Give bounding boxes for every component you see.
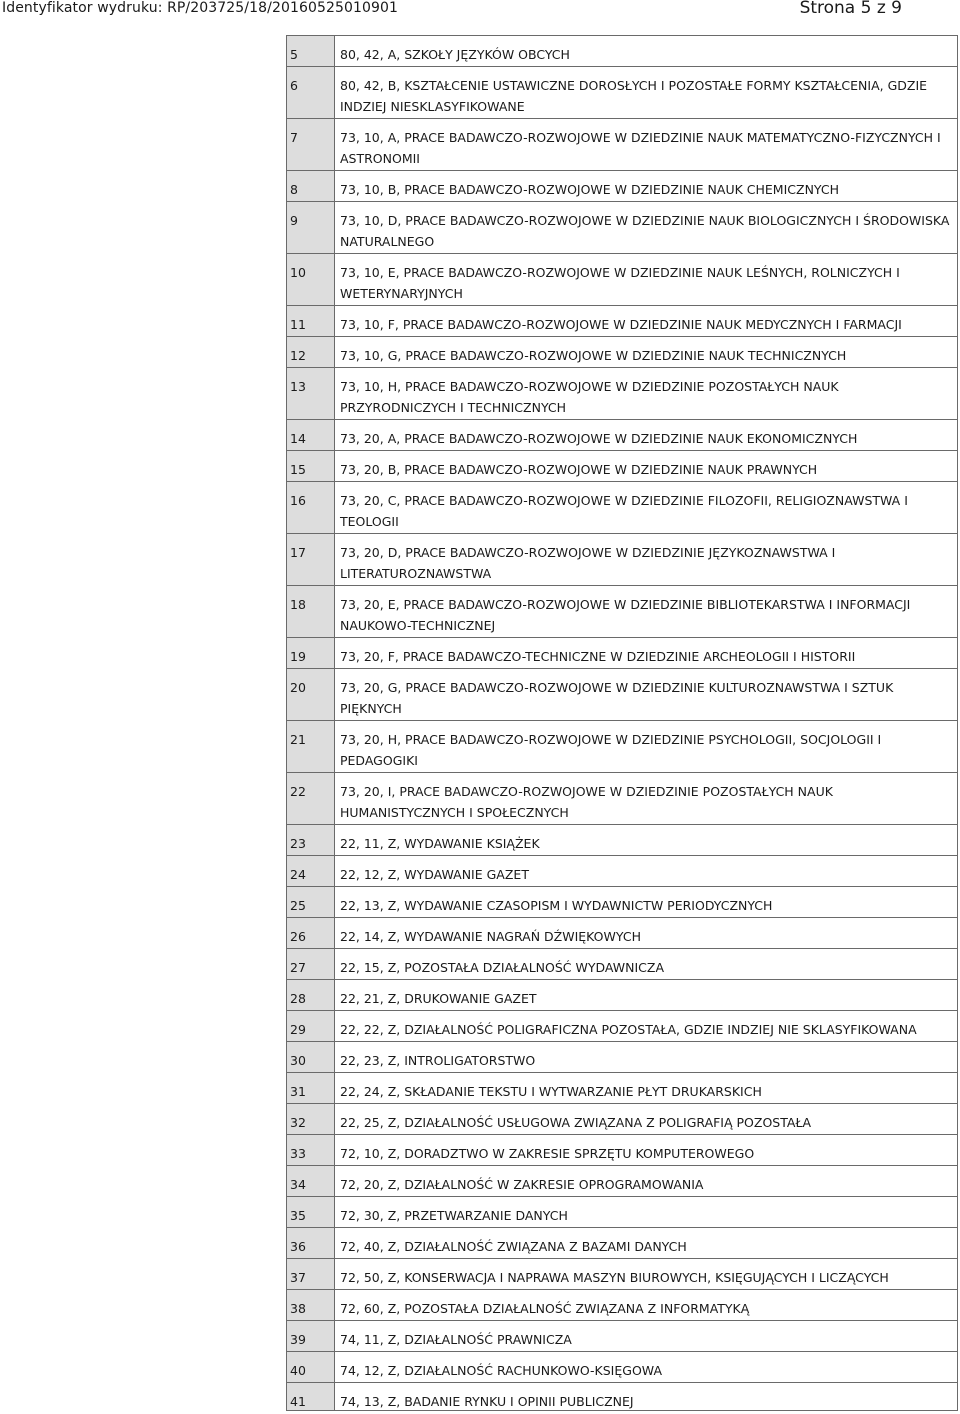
row-number: 11 — [290, 317, 306, 332]
row-text: 73, 20, I, PRACE BADAWCZO-ROZWOJOWE W DZIEDZINIE POZOSTAŁYCH NAUK HUMANISTYCZNYCH I SPOŁECZNYCH — [340, 784, 833, 820]
row-text: 73, 20, B, PRACE BADAWCZO-ROZWOJOWE W DZIEDZINIE NAUK PRAWNYCH — [340, 462, 818, 477]
row-number: 40 — [290, 1363, 306, 1378]
table-row — [287, 202, 957, 254]
table-row — [287, 1321, 957, 1352]
row-number: 16 — [290, 493, 306, 508]
row-text: 73, 20, F, PRACE BADAWCZO-TECHNICZNE W DZIEDZINIE ARCHEOLOGII I HISTORII — [340, 649, 856, 664]
row-number: 22 — [290, 784, 306, 799]
row-number: 36 — [290, 1239, 306, 1254]
table-row — [287, 721, 957, 773]
table-row — [287, 119, 957, 171]
row-number: 15 — [290, 462, 306, 477]
row-number: 38 — [290, 1301, 306, 1316]
row-number: 25 — [290, 898, 306, 913]
table-row — [287, 368, 957, 420]
table-row — [287, 1228, 957, 1259]
row-text: 72, 40, Z, DZIAŁALNOŚĆ ZWIĄZANA Z BAZAMI DANYCH — [340, 1239, 687, 1254]
table-row — [287, 482, 957, 534]
table-row — [287, 825, 957, 856]
row-text: 73, 10, D, PRACE BADAWCZO-ROZWOJOWE W DZIEDZINIE NAUK BIOLOGICZNYCH I ŚRODOWISKA NATURALNEGO — [340, 213, 950, 249]
row-text: 73, 20, C, PRACE BADAWCZO-ROZWOJOWE W DZIEDZINIE FILOZOFII, RELIGIOZNAWSTWA I TEOLOGII — [340, 493, 908, 529]
row-number: 33 — [290, 1146, 306, 1161]
row-number: 7 — [290, 130, 298, 145]
row-number: 41 — [290, 1394, 306, 1409]
table-row — [287, 949, 957, 980]
row-text: 22, 22, Z, DZIAŁALNOŚĆ POLIGRAFICZNA POZOSTAŁA, GDZIE INDZIEJ NIE SKLASYFIKOWANA — [340, 1022, 917, 1037]
row-number: 34 — [290, 1177, 306, 1192]
row-number: 8 — [290, 182, 298, 197]
row-number: 31 — [290, 1084, 306, 1099]
table-row — [287, 1259, 957, 1290]
row-text: 22, 23, Z, INTROLIGATORSTWO — [340, 1053, 536, 1068]
row-number: 32 — [290, 1115, 306, 1130]
row-text: 22, 24, Z, SKŁADANIE TEKSTU I WYTWARZANIE PŁYT DRUKARSKICH — [340, 1084, 762, 1099]
row-number: 17 — [290, 545, 306, 560]
row-text: 73, 20, G, PRACE BADAWCZO-ROZWOJOWE W DZIEDZINIE KULTUROZNAWSTWA I SZTUK PIĘKNYCH — [340, 680, 894, 716]
row-text: 73, 10, H, PRACE BADAWCZO-ROZWOJOWE W DZIEDZINIE POZOSTAŁYCH NAUK PRZYRODNICZYCH I TECHNICZNYCH — [340, 379, 839, 415]
table-row — [287, 451, 957, 482]
table-row — [287, 1352, 957, 1383]
row-number: 13 — [290, 379, 306, 394]
row-text: 73, 10, E, PRACE BADAWCZO-ROZWOJOWE W DZIEDZINIE NAUK LEŚNYCH, ROLNICZYCH I WETERYNARYJNYCH — [340, 265, 900, 301]
row-number: 27 — [290, 960, 306, 975]
row-text: 22, 11, Z, WYDAWANIE KSIĄŻEK — [340, 836, 540, 851]
row-text: 22, 21, Z, DRUKOWANIE GAZET — [340, 991, 537, 1006]
table-row — [287, 887, 957, 918]
row-text: 73, 20, H, PRACE BADAWCZO-ROZWOJOWE W DZIEDZINIE PSYCHOLOGII, SOCJOLOGII I PEDAGOGIKI — [340, 732, 882, 768]
page-number: Strona 5 z 9 — [799, 0, 902, 18]
row-text: 73, 10, F, PRACE BADAWCZO-ROZWOJOWE W DZIEDZINIE NAUK MEDYCZNYCH I FARMACJI — [340, 317, 902, 332]
row-number: 24 — [290, 867, 306, 882]
row-number: 37 — [290, 1270, 306, 1285]
table-row — [287, 1197, 957, 1228]
table-row — [287, 254, 957, 306]
row-text: 72, 30, Z, PRZETWARZANIE DANYCH — [340, 1208, 568, 1223]
row-number: 10 — [290, 265, 306, 280]
page-header — [0, 0, 960, 20]
table-row — [287, 918, 957, 949]
row-number: 12 — [290, 348, 306, 363]
row-number: 35 — [290, 1208, 306, 1223]
row-number: 30 — [290, 1053, 306, 1068]
row-text: 73, 20, E, PRACE BADAWCZO-ROZWOJOWE W DZIEDZINIE BIBLIOTEKARSTWA I INFORMACJI NAUKOWO-TECHNICZNEJ — [340, 597, 911, 633]
row-number: 23 — [290, 836, 306, 851]
row-text: 72, 20, Z, DZIAŁALNOŚĆ W ZAKRESIE OPROGRAMOWANIA — [340, 1177, 704, 1192]
table-row — [287, 980, 957, 1011]
row-number: 26 — [290, 929, 306, 944]
row-number: 29 — [290, 1022, 306, 1037]
row-text: 80, 42, B, KSZTAŁCENIE USTAWICZNE DOROSŁYCH I POZOSTAŁE FORMY KSZTAŁCENIA, GDZIE INDZIEJ NIESKLASYFIKOWANE — [340, 78, 928, 114]
table-row — [287, 1104, 957, 1135]
table-row — [287, 856, 957, 887]
row-number: 5 — [290, 47, 298, 62]
row-text: 22, 15, Z, POZOSTAŁA DZIAŁALNOŚĆ WYDAWNICZA — [340, 960, 664, 975]
table-row — [287, 306, 957, 337]
table-row — [287, 420, 957, 451]
row-number: 39 — [290, 1332, 306, 1347]
row-text: 22, 25, Z, DZIAŁALNOŚĆ USŁUGOWA ZWIĄZANA Z POLIGRAFIĄ POZOSTAŁA — [340, 1115, 812, 1130]
row-number: 9 — [290, 213, 298, 228]
row-text: 74, 12, Z, DZIAŁALNOŚĆ RACHUNKOWO-KSIĘGOWA — [340, 1363, 663, 1378]
table-row — [287, 1383, 957, 1410]
table-row — [287, 1166, 957, 1197]
table-row — [287, 1073, 957, 1104]
table-row — [287, 586, 957, 638]
row-text: 72, 60, Z, POZOSTAŁA DZIAŁALNOŚĆ ZWIĄZANA Z INFORMATYKĄ — [340, 1301, 750, 1316]
table-row — [287, 669, 957, 721]
row-number: 21 — [290, 732, 306, 747]
pkd-table — [286, 35, 958, 1411]
table-row — [287, 36, 957, 67]
row-number: 18 — [290, 597, 306, 612]
row-text: 73, 10, A, PRACE BADAWCZO-ROZWOJOWE W DZIEDZINIE NAUK MATEMATYCZNO-FIZYCZNYCH I ASTRONOMII — [340, 130, 941, 166]
row-text: 73, 10, B, PRACE BADAWCZO-ROZWOJOWE W DZIEDZINIE NAUK CHEMICZNYCH — [340, 182, 839, 197]
row-number: 14 — [290, 431, 306, 446]
row-text: 74, 13, Z, BADANIE RYNKU I OPINII PUBLICZNEJ — [340, 1394, 634, 1409]
row-text: 73, 10, G, PRACE BADAWCZO-ROZWOJOWE W DZIEDZINIE NAUK TECHNICZNYCH — [340, 348, 847, 363]
row-number: 20 — [290, 680, 306, 695]
row-text: 73, 20, A, PRACE BADAWCZO-ROZWOJOWE W DZIEDZINIE NAUK EKONOMICZNYCH — [340, 431, 858, 446]
row-text: 22, 13, Z, WYDAWANIE CZASOPISM I WYDAWNICTW PERIODYCZNYCH — [340, 898, 773, 913]
row-text: 80, 42, A, SZKOŁY JĘZYKÓW OBCYCH — [340, 47, 570, 62]
row-number: 6 — [290, 78, 298, 93]
table-row — [287, 773, 957, 825]
table-row — [287, 1042, 957, 1073]
table-row — [287, 1011, 957, 1042]
table-row — [287, 638, 957, 669]
row-number: 28 — [290, 991, 306, 1006]
table-row — [287, 171, 957, 202]
row-text: 73, 20, D, PRACE BADAWCZO-ROZWOJOWE W DZIEDZINIE JĘZYKOZNAWSTWA I LITERATUROZNAWSTWA — [340, 545, 836, 581]
row-text: 72, 10, Z, DORADZTWO W ZAKRESIE SPRZĘTU KOMPUTEROWEGO — [340, 1146, 755, 1161]
row-text: 74, 11, Z, DZIAŁALNOŚĆ PRAWNICZA — [340, 1332, 572, 1347]
table-row — [287, 534, 957, 586]
table-row — [287, 67, 957, 119]
table-row — [287, 1135, 957, 1166]
row-number: 19 — [290, 649, 306, 664]
row-text: 72, 50, Z, KONSERWACJA I NAPRAWA MASZYN BIUROWYCH, KSIĘGUJĄCYCH I LICZĄCYCH — [340, 1270, 889, 1285]
row-text: 22, 14, Z, WYDAWANIE NAGRAŃ DŹWIĘKOWYCH — [340, 929, 641, 944]
print-identifier: Identyfikator wydruku: RP/203725/18/20160525010901 — [2, 0, 399, 16]
table-row — [287, 337, 957, 368]
table-row — [287, 1290, 957, 1321]
row-text: 22, 12, Z, WYDAWANIE GAZET — [340, 867, 529, 882]
